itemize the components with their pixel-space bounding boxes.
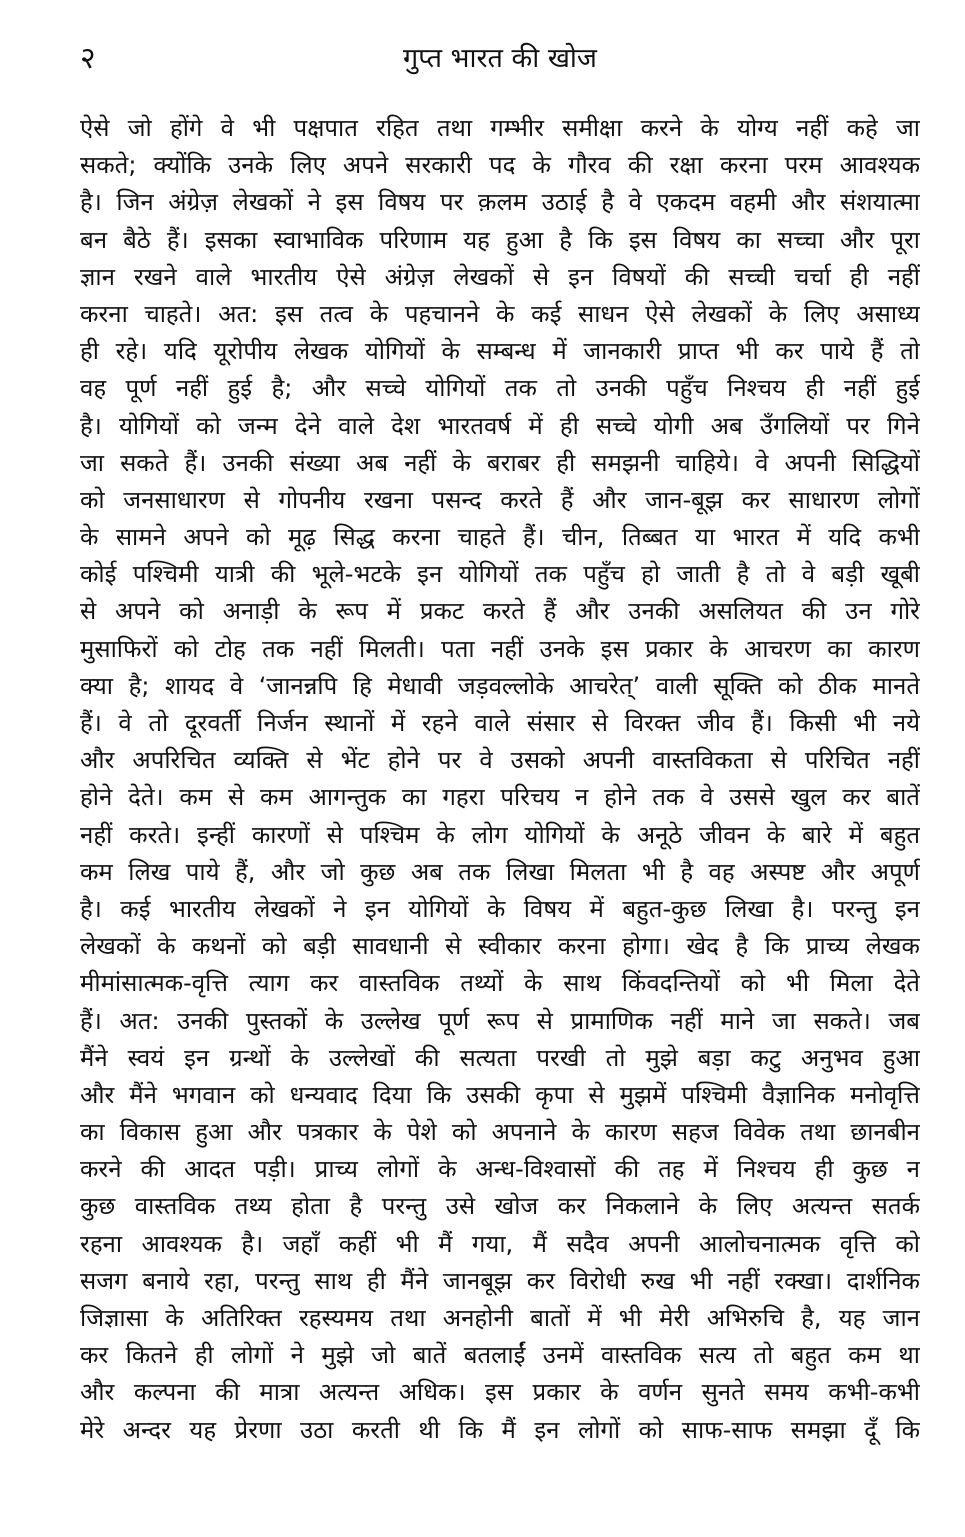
text-line: मैंने स्वयं इन ग्रन्थों के उल्लेखों की सत्यता परखी तो मुझे बड़ा कटु अनुभव हुआ (80, 1043, 920, 1072)
text-line: लेखकों के कथनों को बड़ी सावधानी से स्वीकार करना होगा। खेद है कि प्राच्य लेखक (80, 932, 920, 961)
text-line: सकते; क्योंकि उनके लिए अपने सरकारी पद के गौरव की रक्षा करना परम आवश्यक (80, 151, 920, 180)
text-line: हैं। अत: उनकी पुस्तकों के उल्लेख पूर्ण रूप से प्रामाणिक नहीं माने जा सकते। जब (80, 1006, 920, 1035)
text-line: से अपने को अनाड़ी के रूप में प्रकट करते हैं और उनकी असलियत की उन गोरे (80, 597, 920, 626)
text-line: के सामने अपने को मूढ़ सिद्ध करना चाहते हैं। चीन, तिब्बत या भारत में यदि कभी (80, 523, 920, 552)
running-title: गुप्त भारत की खोज (403, 43, 597, 74)
text-line: और कल्पना की मात्रा अत्यन्त अधिक। इस प्रकार के वर्णन सुनते समय कभी-कभी (80, 1378, 920, 1407)
text-line: और मैंने भगवान को धन्यवाद दिया कि उसकी कृपा से मुझमें पश्चिमी वैज्ञानिक मनोवृत्ति (80, 1080, 920, 1109)
text-line: है। कई भारतीय लेखकों ने इन योगियों के विषय में बहुत-कुछ लिखा है। परन्तु इन (80, 894, 920, 923)
body-text (80, 110, 920, 1449)
text-line: है। योगियों को जन्म देने वाले देश भारतवर्ष में ही सच्चे योगी अब उँगलियों पर गिने (80, 411, 920, 440)
text-line: कम लिख पाये हैं, और जो कुछ अब तक लिखा मिलता भी है वह अस्पष्ट और अपूर्ण (80, 857, 920, 886)
text-line: क्या है; शायद वे ‘जानन्नपि हि मेधावी जड़वल्लोके आचरेत्’ वाली सूक्ति को ठीक मानते (80, 671, 920, 700)
text-line: होने देते। कम से कम आगन्तुक का गहरा परिचय न होने तक वे उससे खुल कर बातें (80, 783, 920, 812)
text-line: मेरे अन्दर यह प्रेरणा उठा करती थी कि मैं इन लोगों को साफ-साफ समझा दूँ कि (80, 1415, 920, 1444)
text-line: नहीं करते। इन्हीं कारणों से पश्चिम के लोग योगियों के अनूठे जीवन के बारे में बहुत (80, 820, 920, 849)
text-line: मुसाफिरों को टोह तक नहीं मिलती। पता नहीं उनके इस प्रकार के आचरण का कारण (80, 634, 920, 663)
text-line: ज्ञान रखने वाले भारतीय ऐसे अंग्रेज़ लेखकों से इन विषयों की सच्ची चर्चा ही नहीं (80, 262, 920, 291)
text-line: का विकास हुआ और पत्रकार के पेशे को अपनाने के कारण सहज विवेक तथा छानबीन (80, 1118, 920, 1147)
text-line: वह पूर्ण नहीं हुई है; और सच्चे योगियों तक तो उनकी पहुँच निश्चय ही नहीं हुई (80, 374, 920, 403)
text-line: जा सकते हैं। उनकी संख्या अब नहीं के बराबर ही समझनी चाहिये। वे अपनी सिद्धियों (80, 448, 920, 477)
text-line: बन बैठे हैं। इसका स्वाभाविक परिणाम यह हुआ है कि इस विषय का सच्चा और पूरा (80, 225, 920, 254)
text-line: और अपरिचित व्यक्ति से भेंट होने पर वे उसको अपनी वास्तविकता से परिचित नहीं (80, 746, 920, 775)
text-line: ऐसे जो होंगे वे भी पक्षपात रहित तथा गम्भीर समीक्षा करने के योग्य नहीं कहे जा (80, 114, 920, 142)
text-line: कोई पश्चिमी यात्री की भूले-भटके इन योगियों तक पहुँच हो जाती है तो वे बड़ी खूबी (80, 560, 920, 589)
text-line: जिज्ञासा के अतिरिक्त रहस्यमय तथा अनहोनी बातों में भी मेरी अभिरुचि है, यह जान (80, 1304, 920, 1332)
text-line: सजग बनाये रहा, परन्तु साथ ही मैंने जानबूझ कर विरोधी रुख भी नहीं रक्खा। दार्शनिक (80, 1266, 920, 1295)
text-line: रहना आवश्यक है। जहाँ कहीं भी मैं गया, मैं सदैव अपनी आलोचनात्मक वृत्ति को (80, 1229, 920, 1258)
page-header (80, 34, 920, 84)
text-line: करने की आदत पड़ी। प्राच्य लोगों के अन्ध-विश्वासों की तह में निश्चय ही कुछ न (80, 1155, 920, 1184)
text-line: कर कितने ही लोगों ने मुझे जो बातें बतलाईं उनमें वास्तविक सत्य तो बहुत कम था (80, 1341, 920, 1370)
text-line: हैं। वे तो दूरवर्ती निर्जन स्थानों में रहने वाले संसार से विरक्त जीव हैं। किसी भी नये (80, 709, 920, 737)
text-line: है। जिन अंग्रेज़ लेखकों ने इस विषय पर क़लम उठाई है वे एकदम वहमी और संशयात्मा (80, 188, 920, 217)
page-number: २ (80, 41, 96, 76)
text-line: करना चाहते। अत: इस तत्व के पहचानने के कई साधन ऐसे लेखकों के लिए असाध्य (80, 299, 920, 328)
text-line: को जनसाधारण से गोपनीय रखना पसन्द करते हैं और जान-बूझ कर साधारण लोगों (80, 485, 920, 514)
text-line: ही रहे। यदि यूरोपीय लेखक योगियों के सम्बन्ध में जानकारी प्राप्त भी कर पाये हैं तो (80, 337, 920, 366)
text-line: मीमांसात्मक-वृत्ति त्याग कर वास्तविक तथ्यों के साथ किंवदन्तियों को भी मिला देते (80, 969, 920, 998)
text-line: कुछ वास्तविक तथ्य होता है परन्तु उसे खोज कर निकलाने के लिए अत्यन्त सतर्क (80, 1192, 920, 1221)
